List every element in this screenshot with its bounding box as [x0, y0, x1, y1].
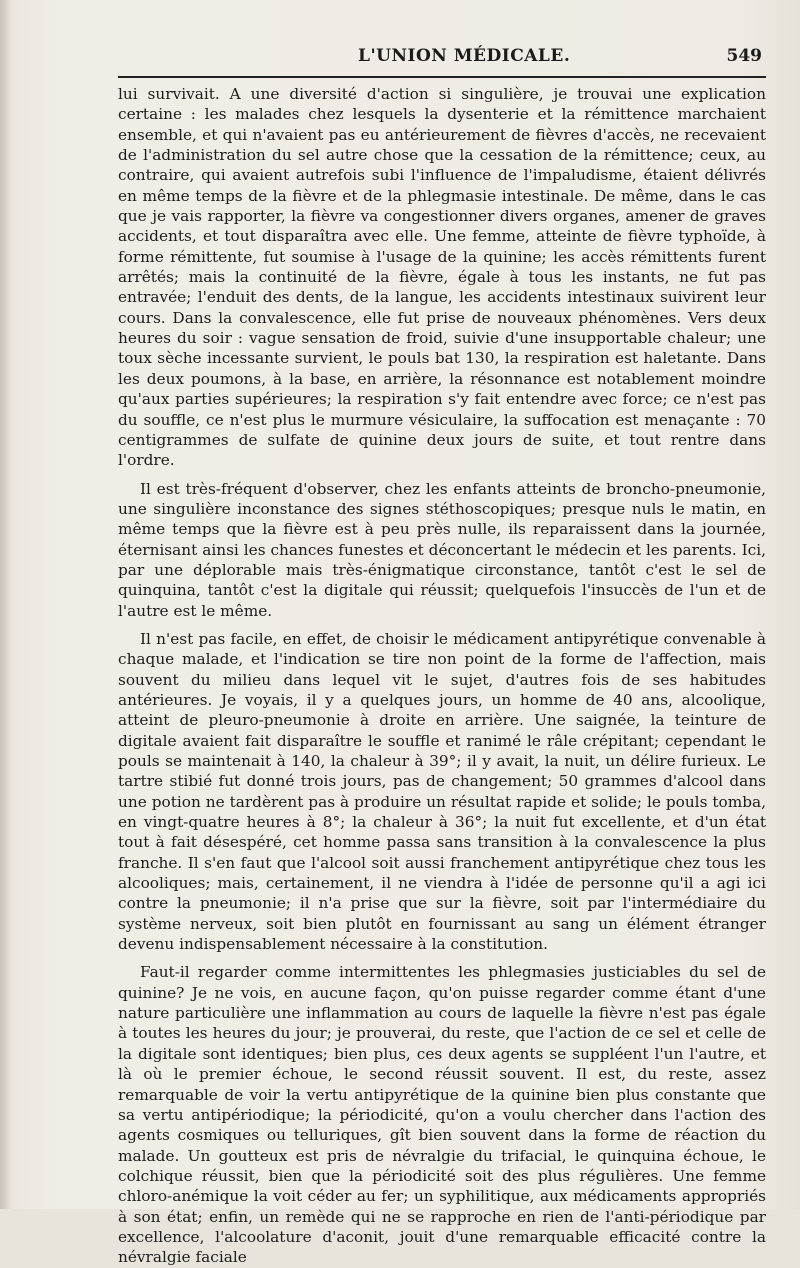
page-header	[118, 44, 766, 72]
paragraph-3: Il n'est pas facile, en effet, de choisir le médicament antipyrétique convenable à chaque malade, et l'indication se tire non point de la forme de l'affection, mais souvent du milieu dans lequel vit le sujet, d'autres fois de ses habitudes antérieures. Je voyais, il y a quelques jours, un homme de 40 ans, alcoolique, atteint de pleuro-pneumonie à droite en arrière. Une saignée, la teinture de digitale avaient fait disparaître le souffle et ranimé le râle crépitant; cependant le pouls se maintenait à 140, la chaleur à 39°; il y avait, la nuit, un délire furieux. Le tartre stibié fut donné trois jours, pas de changement; 50 grammes d'alcool dans une potion ne tardèrent pas à produire un résultat rapide et solide; le pouls tomba, en vingt-quatre heures à 8°; la chaleur à 36°; la nuit fut excellente, et d'un état tout à fait désespéré, cet homme passa sans transition à la convalescence la plus franche. Il s'en faut que l'alcool soit aussi franchement antipyrétique chez tous les alcooliques; mais, certainement, il ne viendra à l'idée de personne qu'il a agi ici contre la pneumonie; il n'a prise que sur la fièvre, soit par l'intermédiaire du système nerveux, soit bien plutôt en fournissant au sang un élément étranger devenu indispensablement nécessaire à la constitution.	[118, 629, 766, 954]
page-edge-shadow	[0, 0, 10, 1209]
body-text	[118, 84, 766, 1268]
paragraph-1: lui survivait. A une diversité d'action si singulière, je trouvai une explication certaine : les malades chez lesquels la dysenterie et la rémittence marchaient ensemble, et qui n'avaient pas eu antérieurement de fièvres d'accès, ne recevaient de l'administration du sel autre chose que la cessation de la rémittence; ceux, au contraire, qui avaient autrefois subi l'influence de l'impaludisme, étaient délivrés en même temps de la fièvre et de la phlegmasie intestinale. De même, dans le cas que je vais rapporter, la fièvre va congestionner divers organes, amener de graves accidents, et tout disparaîtra avec elle. Une femme, atteinte de fièvre typhoïde, à forme rémittente, fut soumise à l'usage de la quinine; les accès rémittents furent arrêtés; mais la continuité de la fièvre, égale à tous les instants, ne fut pas entravée; l'enduit des dents, de la langue, les accidents intestinaux suivirent leur cours. Dans la convalescence, elle fut prise de nouveaux phénomènes. Vers deux heures du soir : vague sensation de froid, suivie d'une insupportable chaleur; une toux sèche incessante survient, le pouls bat 130, la respiration est haletante. Dans les deux poumons, à la base, en arrière, la résonnance est notablement moindre qu'aux parties supérieures; la respiration s'y fait entendre avec force; ce n'est pas du souffle, ce n'est plus le murmure vésiculaire, la suffocation est menaçante : 70 centigrammes de sulfate de quinine deux jours de suite, et tout rentre dans l'ordre.	[118, 85, 766, 470]
page-number: 549	[726, 46, 762, 66]
header-rule	[118, 76, 766, 78]
paragraph-4: Faut-il regarder comme intermittentes les phlegmasies justiciables du sel de quinine? Je ne vois, en aucune façon, qu'on puisse regarder comme étant d'une nature particulière une inflammation au cours de laquelle la fièvre n'est pas égale à toutes les heures du jour; je prouverai, du reste, que l'action de ce sel et celle de la digitale sont identiques; bien plus, ces deux agents se suppléent l'un l'autre, et là où le premier échoue, le second réussit souvent. Il est, du reste, assez remarquable de voir la vertu antipyrétique de la quinine bien plus constante que sa vertu antipériodique; la périodicité, qu'on a voulu chercher dans l'action des agents cosmiques ou telluriques, gît bien souvent dans la forme de réaction du malade. Un goutteux est pris de névralgie du trifacial, le quinquina échoue, le colchique réussit, bien que la périodicité soit des plus régulières. Une femme chloro-anémique la voit céder au fer; un syphilitique, aux médicaments appropriés à son état; enfin, un remède qui ne se rapproche en rien de l'anti-périodique par excellence, l'alcoolature d'aconit, jouit d'une remarquable efficacité contre la névralgie faciale	[118, 963, 766, 1267]
running-head: L'UNION MÉDICALE.	[358, 46, 571, 66]
paragraph-2: Il est très-fréquent d'observer, chez les enfants atteints de broncho-pneumonie, une singulière inconstance des signes stéthoscopiques; presque nuls le matin, en même temps que la fièvre est à peu près nulle, ils reparaissent dans la journée, éternisant ainsi les chances funestes et déconcertant le médecin et les parents. Ici, par une déplorable mais très-énigmatique circonstance, tantôt c'est le sel de quinquina, tantôt c'est la digitale qui réussit; quelquefois l'insuccès de l'un et de l'autre est le même.	[118, 479, 766, 620]
